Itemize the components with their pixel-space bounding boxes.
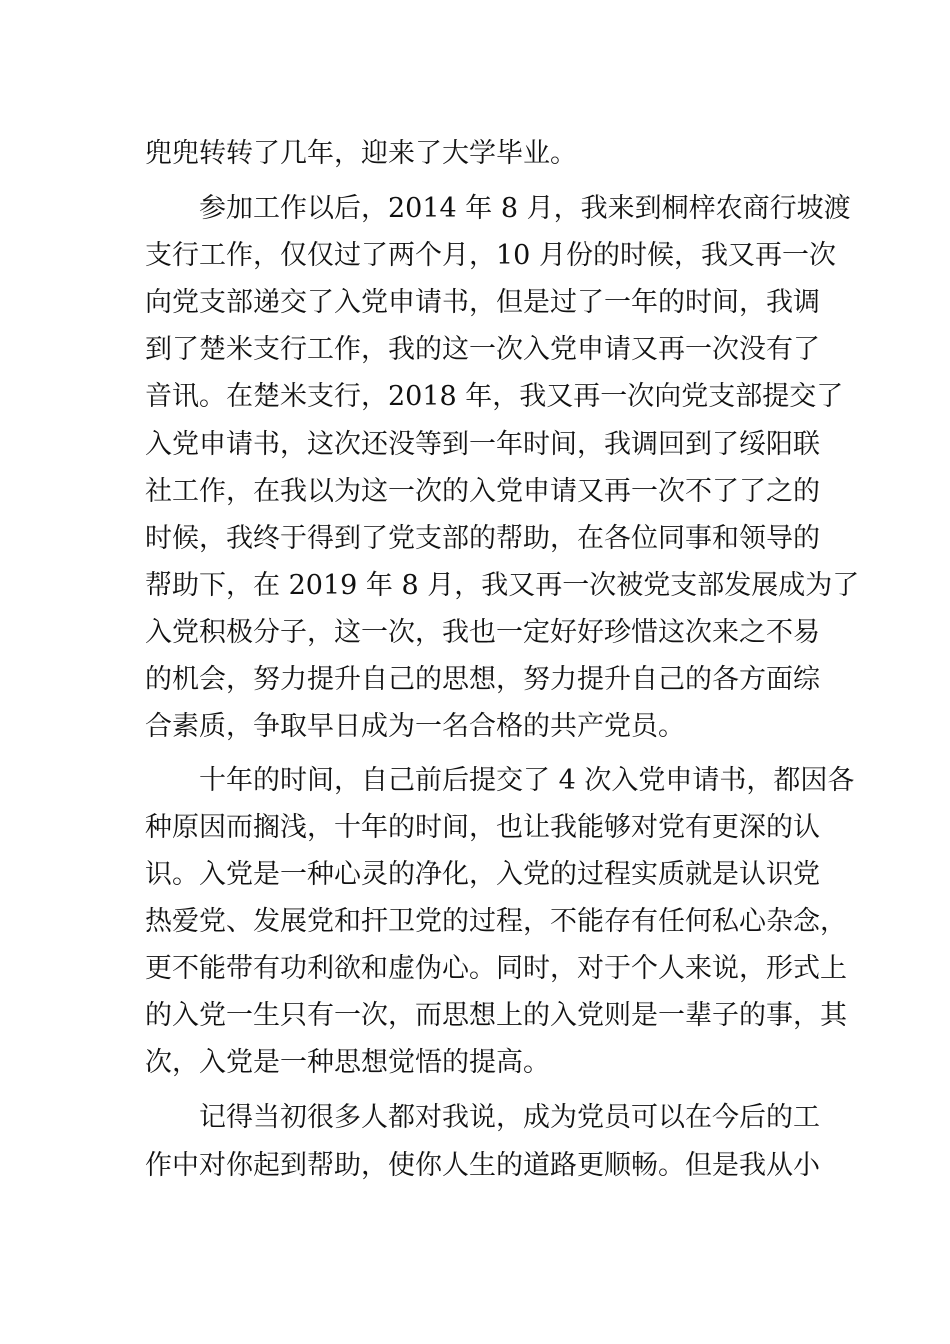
- text-line: 种原因而搁浅，十年的时间，也让我能够对党有更深的认: [145, 812, 820, 843]
- paragraph-first-line: 参加工作以后，2014 年 8 月，我来到桐梓农商行坡渡: [199, 193, 851, 224]
- paragraph-first-line: 记得当初很多人都对我说，成为党员可以在今后的工: [199, 1102, 820, 1133]
- text-line: 作中对你起到帮助，使你人生的道路更顺畅。但是我从小: [145, 1150, 820, 1181]
- paragraph-first-line: 十年的时间，自己前后提交了 4 次入党申请书，都因各: [199, 765, 855, 796]
- text-line: 更不能带有功利欲和虚伪心。同时，对于个人来说，形式上: [145, 953, 847, 984]
- text-line: 帮助下，在 2019 年 8 月，我又再一次被党支部发展成为了: [145, 570, 860, 601]
- text-line: 入党积极分子，这一次，我也一定好好珍惜这次来之不易: [145, 617, 820, 648]
- text-line: 热爱党、发展党和扞卫党的过程，不能存有任何私心杂念，: [145, 906, 847, 937]
- text-line: 的机会，努力提升自己的思想，努力提升自己的各方面综: [145, 664, 820, 695]
- text-line: 的入党一生只有一次，而思想上的入党则是一辈子的事，其: [145, 1000, 847, 1031]
- text-line: 兜兜转转了几年，迎来了大学毕业。: [145, 138, 577, 169]
- text-line: 支行工作，仅仅过了两个月，10 月份的时候，我又再一次: [145, 240, 836, 271]
- text-line: 合素质，争取早日成为一名合格的共产党员。: [145, 711, 685, 742]
- text-line: 时候，我终于得到了党支部的帮助，在各位同事和领导的: [145, 523, 820, 554]
- text-line: 到了楚米支行工作，我的这一次入党申请又再一次没有了: [145, 334, 820, 365]
- text-line: 社工作，在我以为这一次的入党申请又再一次不了了之的: [145, 476, 820, 507]
- text-line: 识。入党是一种心灵的净化，入党的过程实质就是认识党: [145, 859, 820, 890]
- text-line: 音讯。在楚米支行，2018 年，我又再一次向党支部提交了: [145, 381, 844, 412]
- text-line: 入党申请书，这次还没等到一年时间，我调回到了绥阳联: [145, 429, 820, 460]
- text-line: 向党支部递交了入党申请书，但是过了一年的时间，我调: [145, 287, 820, 318]
- text-line: 次，入党是一种思想觉悟的提高。: [145, 1047, 550, 1078]
